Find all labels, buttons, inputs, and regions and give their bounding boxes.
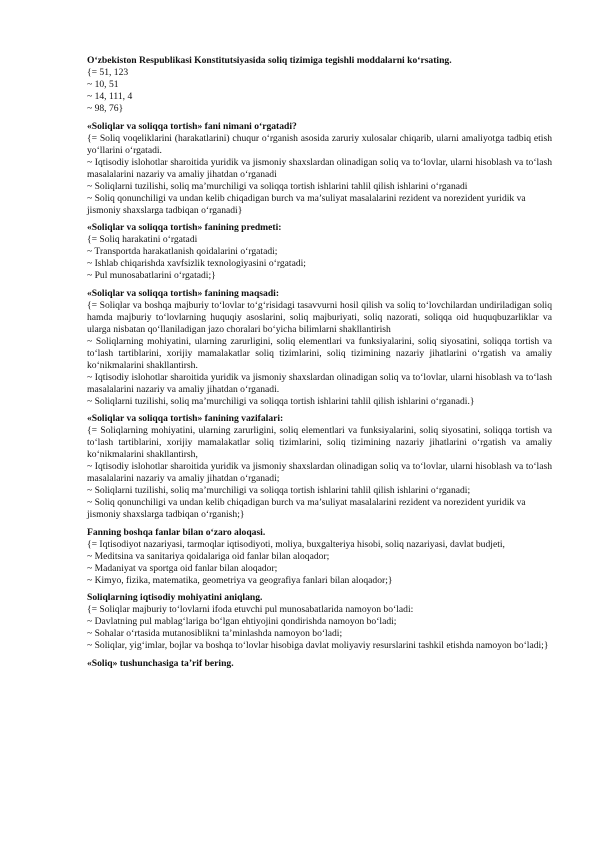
answer-option: ~ Iqtisodiy islohotlar sharoitida yuridik va jismoniy shaxslardan olinadigan soliq va to‘lovlar, ularni hisoblash va to‘lash masalalarini nazariy va amaliy jihatdan o‘rganadi bbox=[87, 156, 552, 180]
question-title: «Soliqlar va soliqqa tortish» fanining maqsadi: bbox=[87, 287, 280, 299]
answer-option: ~ Soliqlarni tuzilishi, soliq ma’murchiligi va soliqqa tortish ishlarini tahlil qilish ishlarini o‘rganadi bbox=[87, 180, 468, 192]
question-6 bbox=[87, 527, 552, 587]
answer-option: ~ Soliqlarning mohiyatini, ularning zarurligini, soliq elementlari va funksiyalarini, soliq siyosatini, soliqqa tortish va to‘lash tartiblarini, xorijiy mamalakatlar soliq tizimlarini, soliq tizimining nazariy jihatlarini o‘rgatish va amaliy ko‘nikmalarini shakllantirsh. bbox=[87, 335, 552, 371]
question-3 bbox=[87, 222, 552, 282]
question-title: «Soliq» tushunchasiga ta’rif bering. bbox=[87, 657, 234, 669]
answer-option: {= 51, 123 bbox=[87, 67, 129, 78]
answer-option: ~ Iqtisodiy islohotlar sharoitida yuridik va jismoniy shaxslardan olinadigan soliq va to‘lovlar, ularni hisoblash va to‘lash masalalarini nazariy va amaliy jihatdan o‘rganadi; bbox=[87, 461, 552, 484]
answer-option: ~ Transportda harakatlanish qoidalarini o‘rgatadi; bbox=[87, 246, 278, 257]
question-title: «Soliqlar va soliqqa tortish» fani nimani o‘rgatadi? bbox=[87, 120, 297, 132]
answer-option: {= Soliqlar majburiy to‘lovlarni ifoda etuvchi pul munosabatlarida namoyon bo‘ladi: bbox=[87, 604, 414, 615]
question-title: Soliqlarning iqtisodiy mohiyatini aniqlang. bbox=[87, 592, 263, 603]
question-4 bbox=[87, 288, 552, 408]
question-1 bbox=[87, 55, 552, 115]
answer-option: {= Soliqlar va boshqa majburiy to‘lovlar to‘g‘risidagi tasavvurni hosil qilish va soliq to‘lovchilardan undiriladigan soliq hamda majburiy to‘lovlarning huquqiy asoslarini, soliq majburiyati, soliq nazorati, soliqqa oid huquqbuzarliklar va ularga nisbatan qo‘llaniladigan jazo choralari bo‘yicha bilimlarni shakllantirish bbox=[87, 299, 552, 335]
answer-option: {= Soliqlarning mohiyatini, ularning zarurligini, soliq elementlari va funksiyalarini, soliq siyosatini, soliqqa tortish va to‘lash tartiblarini, xorijiy mamalakatlar soliq tizimlarini, soliq tizimining nazariy jihatlarini o‘rgatish va amaliy ko‘nikmalarini shakllantirsh, bbox=[87, 425, 552, 460]
answer-option: ~ Madaniyat va sportga oid fanlar bilan aloqador; bbox=[87, 562, 278, 574]
question-title: Fanning boshqa fanlar bilan o‘zaro aloqasi. bbox=[87, 526, 266, 538]
answer-option: ~ Soliq qonunchiligi va undan kelib chiqadigan burch va ma’suliyat masalalarini rezident va norezident yuridik va jismoniy shaxslarga tadbiqan o‘rganish;} bbox=[87, 497, 526, 520]
answer-option: ~ Ishlab chiqarishda xavfsizlik texnologiyasini o‘rgatadi; bbox=[87, 258, 306, 269]
answer-option: ~ Soliqlarni tuzilishi, soliq ma’murchiligi va soliqqa tortish ishlarini tahlil qilish ishlarini o‘rganadi; bbox=[87, 485, 471, 496]
document-page bbox=[87, 55, 552, 675]
question-title: «Soliqlar va soliqqa tortish» fanining predmeti: bbox=[87, 222, 282, 233]
answer-option: ~ Soliq qonunchiligi va undan kelib chiqadigan burch va ma’suliyat masalalarini rezident va norezident yuridik va jismoniy shaxslarga tadbiqan o‘rganadi} bbox=[87, 192, 526, 216]
question-2 bbox=[87, 121, 552, 217]
question-title: «Soliqlar va soliqqa tortish» fanining vazifalari: bbox=[87, 413, 284, 424]
answer-option: ~ Soliqlarni tuzilishi, soliq ma’murchiligi va soliqqa tortish ishlarini tahlil qilish ishlarini o‘rganadi.} bbox=[87, 395, 475, 407]
answer-option: ~ Kimyo, fizika, matematika, geometriya va geografiya fanlari bilan aloqador;} bbox=[87, 574, 393, 586]
answer-option: {= Soliq voqeliklarini (harakatlarini) chuqur o‘rganish asosida zaruriy xulosalar chiqarib, ularni amaliyotga tadbiq etish yo‘llarini o‘rgatadi. bbox=[87, 132, 552, 156]
answer-option: ~ 14, 111, 4 bbox=[87, 91, 133, 102]
answer-option: ~ 98, 76} bbox=[87, 103, 124, 114]
answer-option: ~ 10, 51 bbox=[87, 79, 119, 90]
answer-option: ~ Sohalar o‘rtasida mutanosiblikni ta’minlashda namoyon bo‘ladi; bbox=[87, 628, 343, 639]
question-7 bbox=[87, 592, 552, 652]
answer-option: ~ Davlatning pul mablag‘lariga bo‘lgan ehtiyojini qondirishda namoyon bo‘ladi; bbox=[87, 616, 397, 627]
answer-option: {= Soliq harakatini o‘rgatadi bbox=[87, 234, 198, 245]
answer-option: {= Iqtisodiyot nazariyasi, tarmoqlar iqtisodiyoti, moliya, buxgalteriya hisobi, soliq nazariyasi, davlat budjeti, bbox=[87, 538, 505, 550]
answer-option: ~ Soliqlar, yig‘imlar, bojlar va boshqa to‘lovlar hisobiga davlat moliyaviy resurslarini tashkil etishda namoyon bo‘ladi;} bbox=[87, 640, 549, 651]
question-title: O‘zbekiston Respublikasi Konstitutsiyasida soliq tizimiga tegishli moddalarni ko‘rsating. bbox=[87, 55, 452, 66]
answer-option: ~ Pul munosabatlarini o‘rgatadi;} bbox=[87, 270, 216, 281]
question-8 bbox=[87, 658, 552, 670]
answer-option: ~ Meditsina va sanitariya qoidalariga oid fanlar bilan aloqador; bbox=[87, 550, 330, 562]
question-5 bbox=[87, 413, 552, 521]
answer-option: ~ Iqtisodiy islohotlar sharoitida yuridik va jismoniy shaxslardan olinadigan soliq va to‘lovlar, ularni hisoblash va to‘lash masalalarini nazariy va amaliy jihatdan o‘rganadi. bbox=[87, 371, 552, 395]
